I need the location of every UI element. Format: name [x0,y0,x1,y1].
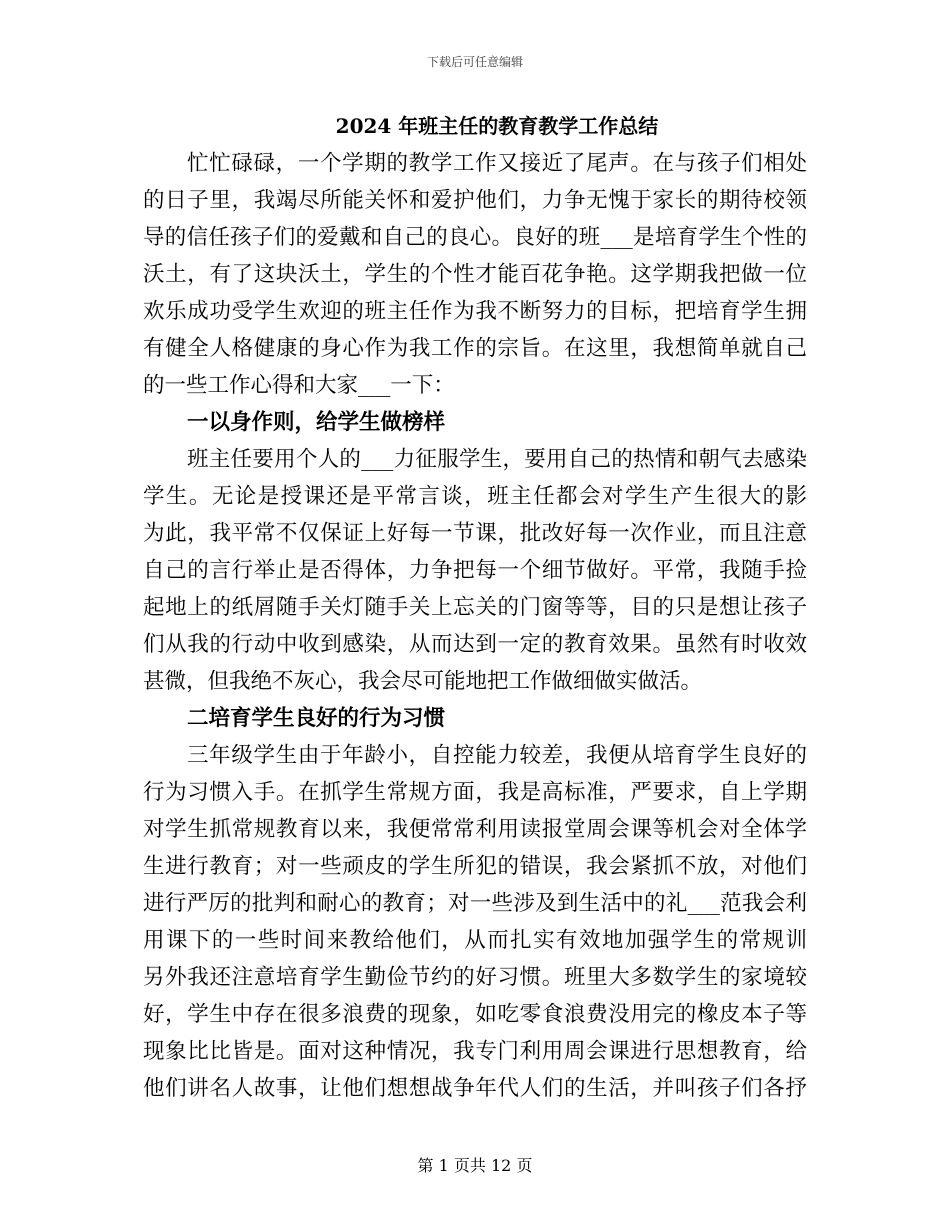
paragraph-line: 为此，我平常不仅保证上好每一节课，批改好每一次作业，而且注意 [143,521,807,546]
paragraph-line: 三年级学生由于年龄小，自控能力较差，我便从培育学生良好的 [187,743,807,768]
page-number: 第 1 页共 12 页 [417,1156,533,1175]
paragraph-line: 行为习惯入手。在抓学生常规方面，我是高标准，严要求，自上学期 [143,780,807,805]
paragraph-line: 欢乐成功受学生欢迎的班主任作为我不断努力的目标，把培育学生拥 [143,299,807,324]
sections [143,404,807,1107]
paragraph-line: 学生。无论是授课还是平常言谈，班主任都会对学生产生很大的影 [143,484,807,509]
section-paragraph [143,737,807,1107]
paragraph-line: 有健全人格健康的身心作为我工作的宗旨。在这里，我想简单就自己 [143,336,807,361]
paragraph-line: 的一些工作心得和大家___一下： [143,373,455,398]
paragraph-line: 的日子里，我竭尽所能关怀和爱护他们，力争无愧于家长的期待校领 [143,188,807,213]
paragraph-line: 自己的言行举止是否得体，力争把每一个细节做好。平常，我随手捡 [143,558,807,583]
paragraph-line: 现象比比皆是。面对这种情况，我专门利用周会课进行思想教育，给 [143,1039,807,1064]
paragraph-line: 沃土，有了这块沃土，学生的个性才能百花争艳。这学期我把做一位 [143,262,807,287]
paragraph-line: 忙忙碌碌，一个学期的教学工作又接近了尾声。在与孩子们相处 [187,151,807,176]
paragraph-line: 甚微，但我绝不灰心，我会尽可能地把工作做细做实做活。 [143,669,703,694]
header-note: 下载后可任意编辑 [426,55,523,69]
paragraph-line: 进行严厉的批判和耐心的教育；对一些涉及到生活中的礼___范我会利 [143,891,807,916]
paragraph-line: 导的信任孩子们的爱戴和自己的良心。良好的班___是培育学生个性的 [143,225,807,250]
paragraph-line: 对学生抓常规教育以来，我便常常利用读报堂周会课等机会对全体学 [143,817,807,842]
paragraph-line: 好，学生中存在很多浪费的现象，如吃零食浪费没用完的橡皮本子等 [143,1002,807,1027]
section [143,700,807,1107]
paragraph-line: 另外我还注意培育学生勤俭节约的好习惯。班里大多数学生的家境较 [143,965,807,990]
section [143,404,807,700]
section-heading: 一以身作则，给学生做榜样 [187,410,446,435]
paragraph-line: 们从我的行动中收到感染，从而达到一定的教育效果。虽然有时收效 [143,632,807,657]
paragraph-line: 班主任要用个人的___力征服学生，要用自己的热情和朝气去感染 [187,447,807,472]
section-heading: 二培育学生良好的行为习惯 [187,706,446,731]
paragraph-line: 他们讲名人故事，让他们想想战争年代人们的生活，并叫孩子们各抒 [143,1076,807,1101]
section-paragraph [143,441,807,700]
document-title: 2024 年班主任的教育教学工作总结 [335,114,659,138]
document-body [143,108,807,1107]
paragraph-line: 起地上的纸屑随手关灯随手关上忘关的门窗等等，目的只是想让孩子 [143,595,807,620]
paragraph-line: 用课下的一些时间来教给他们，从而扎实有效地加强学生的常规训 [143,928,807,953]
intro-paragraph [143,145,807,404]
paragraph-line: 生进行教育；对一些顽皮的学生所犯的错误，我会紧抓不放，对他们 [143,854,807,879]
